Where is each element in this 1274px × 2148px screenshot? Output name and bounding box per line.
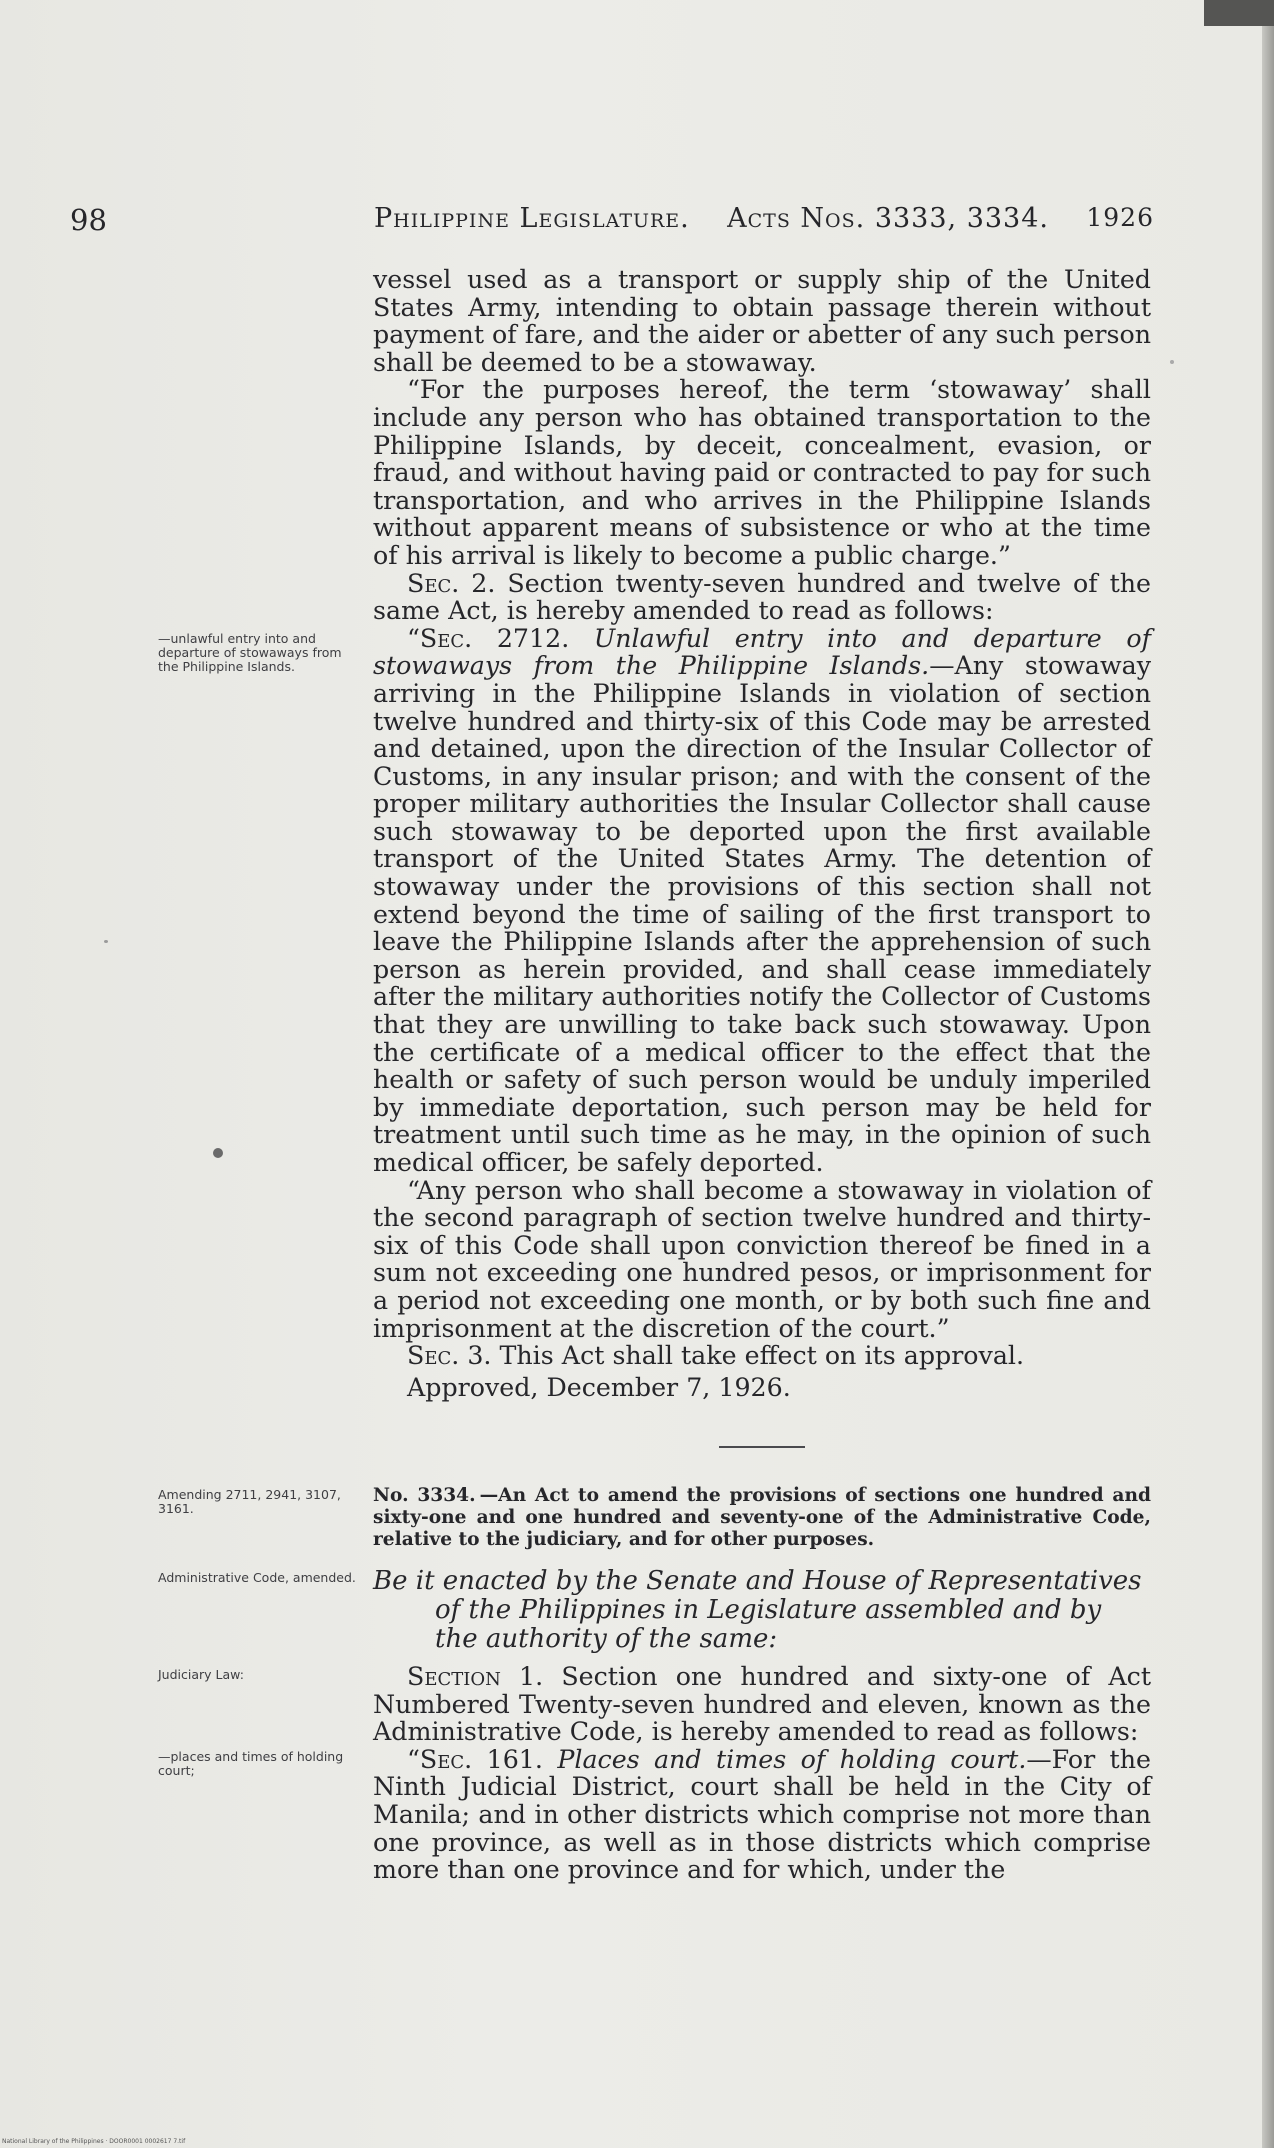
paragraph-sec1 bbox=[373, 1663, 1151, 1746]
sec3-label: Sec. 3. bbox=[407, 1341, 492, 1371]
enacting-clause bbox=[373, 1567, 1151, 1654]
act-3334-title bbox=[373, 1485, 1151, 1551]
scan-speck bbox=[213, 1148, 223, 1158]
act-3334-text bbox=[373, 1663, 1151, 1884]
sec2712-title: Unlawful entry into and departure of stowaways from the Philippine Islands. bbox=[373, 623, 1151, 681]
margin-note-places: —places and times of holding court; bbox=[158, 1749, 344, 1778]
scan-speck bbox=[1170, 360, 1174, 364]
paragraph-sec2 bbox=[373, 570, 1151, 625]
main-text bbox=[373, 266, 1151, 1401]
sec1-label: Section 1. bbox=[407, 1662, 544, 1691]
enacting-first: Be it enacted by the Senate and House of Representatives bbox=[373, 1566, 1142, 1596]
sec2-text: Section twenty-seven hundred and twelve of the same Act, is hereby amended to read as follows: bbox=[373, 568, 1151, 626]
sec161-text: —For the Ninth Judicial District, court shall be held in the City of Manila; and in other districts which comprise not more than one province, as well as in those districts which comprise more than one province and for which, under the bbox=[373, 1744, 1151, 1885]
paragraph-sec161 bbox=[373, 1746, 1151, 1884]
approved-line: Approved, December 7, 1926. bbox=[407, 1372, 791, 1402]
sec2712-label: “Sec. 2712. bbox=[407, 623, 570, 653]
sec3-text: This Act shall take effect on its approval. bbox=[499, 1341, 1025, 1371]
page-edge bbox=[1262, 0, 1274, 2148]
paragraph-sec2712 bbox=[373, 625, 1151, 1177]
margin-note-admin-code: Administrative Code, amended. bbox=[158, 1570, 356, 1585]
running-head-acts: Acts Nos. 3333, 3334. bbox=[727, 203, 1049, 234]
paragraph-stowaway-def: vessel used as a transport or supply ship of the United States Army, intending to obtain passage therein without payment of fare, and the aider or abetter of any such person shall be deemed to be a stowaway. bbox=[373, 265, 1151, 377]
page-number: 98 bbox=[70, 203, 107, 237]
sec2712-text: —Any stowaway arriving in the Philippine Islands in violation of section twelve hundred and thirty-six of this Code may be arrested and detained, upon the direction of the Insular Collector of Customs, in any insular prison; and with the consent of the proper military authorities the Insular Collector shall cause such stowaway to be deported upon the first available transport of the United States Army. The detention of stowaway under the provisions of this section shall not extend beyond the time of sailing of the first transport to leave the Philippine Islands after the apprehension of such person as herein provided, and shall cease immediately after the military authorities notify the Collector of Customs that they are unwilling to take back such stowaway. Upon the certificate of a medical officer to the effect that the health or safety of such person would be unduly imperiled by immediate deportation, such person may be held for treatment until such time as he may, in the opinion of such medical officer, be safely deported. bbox=[373, 651, 1151, 1177]
act-number: No. 3334. bbox=[373, 1485, 476, 1506]
margin-note-amending: Amending 2711, 2941, 3107, 3161. bbox=[158, 1487, 341, 1516]
running-head bbox=[374, 203, 1154, 234]
paragraph-penalty: “Any person who shall become a stowaway in violation of the second paragraph of section twelve hundred and thirty-six of this Code shall upon conviction thereof be fined in a sum not exceeding one hundred pesos, or imprisonment for a period not exceeding one month, or by both such fine and imprisonment at the discretion of the court.” bbox=[373, 1175, 1151, 1343]
sec161-label: “Sec. 161. bbox=[407, 1744, 543, 1774]
act-title-text: —An Act to amend the provisions of sections one hundred and sixty-one and one hundred and seventy-one of the Administrative Code, relative to the judiciary, and for other purposes. bbox=[373, 1485, 1151, 1550]
margin-note-judiciary: Judiciary Law: bbox=[158, 1667, 244, 1682]
running-head-title: Philippine Legislature. bbox=[374, 203, 690, 234]
margin-note-unlawful-entry: —unlawful entry into and departure of stowaways from the Philippine Islands. bbox=[158, 631, 342, 674]
scan-speck bbox=[104, 940, 108, 943]
scan-footer: National Library of the Philippines · DOOR0001 0002617 7.tif bbox=[2, 2138, 186, 2145]
sec161-title: Places and times of holding court. bbox=[557, 1744, 1027, 1774]
paragraph-sec3 bbox=[373, 1342, 1151, 1370]
enacting-rest: of the Philippines in Legislature assembled and by the authority of the same: bbox=[435, 1595, 1102, 1654]
section-divider bbox=[719, 1446, 805, 1448]
sec1-text: Section one hundred and sixty-one of Act Numbered Twenty-seven hundred and eleven, known as the Administrative Code, is hereby amended to read as follows: bbox=[373, 1662, 1151, 1747]
page-header bbox=[0, 203, 1274, 243]
sec2-label: Sec. 2. bbox=[407, 568, 496, 598]
running-head-year: 1926 bbox=[1086, 203, 1154, 232]
paragraph-term-definition: “For the purposes hereof, the term ‘stowaway’ shall include any person who has obtained transportation to the Philippine Islands, by deceit, concealment, evasion, or fraud, and without having paid or contracted to pay for such transportation, and who arrives in the Philippine Islands without apparent means of subsistence or who at the time of his arrival is likely to become a public charge.” bbox=[373, 375, 1151, 570]
scan-corner bbox=[1204, 0, 1274, 26]
